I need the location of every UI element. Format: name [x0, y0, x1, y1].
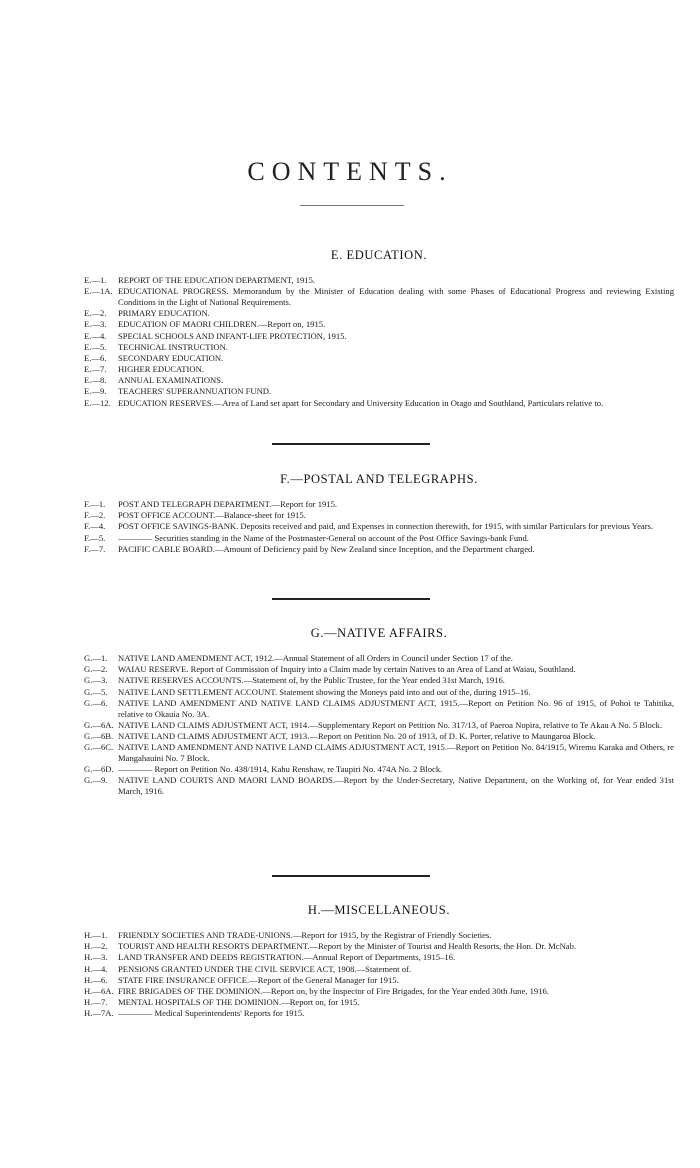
list-item	[84, 319, 674, 330]
paper-code: E.—12.	[84, 397, 111, 408]
list-item	[84, 499, 674, 510]
paper-description: NATIVE LAND AMENDMENT ACT, 1912.—Annual Statement of all Orders in Council under Section 17 of the.	[118, 653, 513, 663]
list-item	[84, 375, 674, 386]
paper-code: F.—4.	[84, 521, 106, 532]
paper-description: NATIVE LAND CLAIMS ADJUSTMENT ACT, 1913.—Report on Petition No. 20 of 1913, of D. K. Porter, relative to Maungaroa Block.	[118, 730, 596, 741]
list-item	[84, 275, 674, 286]
paper-code: E.—2.	[84, 308, 107, 319]
section-heading: F.—POSTAL AND TELEGRAPHS.	[280, 472, 478, 486]
title-rule	[300, 205, 404, 206]
page-title: CONTENTS.	[247, 157, 453, 187]
list-item	[84, 286, 674, 308]
paper-description: EDUCATION OF MAORI CHILDREN.—Report on, 1915.	[118, 319, 326, 330]
paper-description: TOURIST AND HEALTH RESORTS DEPARTMENT.—Report by the Minister of Tourist and Health Resorts, the Hon. Dr. McNab.	[118, 941, 577, 952]
paper-description: LAND TRANSFER AND DEEDS REGISTRATION.—Annual Report of Departments, 1915–16.	[118, 952, 456, 963]
paper-description: REPORT OF THE EDUCATION DEPARTMENT, 1915.	[118, 275, 316, 285]
paper-description: STATE FIRE INSURANCE OFFICE.—Report of the General Manager for 1915.	[118, 974, 399, 985]
paper-code: E.—6.	[84, 352, 107, 363]
paper-description: WAIAU RESERVE. Report of Commission of Inquiry into a Claim made by certain Natives to an Area of Land at Waiau, Southland.	[118, 664, 576, 675]
paper-code: E.—9.	[84, 386, 107, 397]
paper-description: POST OFFICE SAVINGS-BANK. Deposits received and paid, and Expenses in connection therewith, for 1915, with similar Particulars for previous Years.	[118, 521, 654, 532]
paper-description: TEACHERS' SUPERANNUATION FUND.	[118, 386, 272, 397]
paper-code: G.—3.	[84, 675, 108, 686]
list-item	[84, 952, 674, 963]
list-item	[84, 964, 674, 975]
paper-description: MENTAL HOSPITALS OF THE DOMINION.—Report on, for 1915.	[118, 997, 360, 1008]
list-item	[84, 544, 674, 555]
paper-description: PACIFIC CABLE BOARD.—Amount of Deficiency paid by New Zealand since Inception, and the Department charged.	[118, 543, 535, 554]
paper-code: G.—6D.	[84, 764, 114, 775]
paper-code: H.—4.	[84, 963, 108, 974]
paper-description: NATIVE LAND AMENDMENT AND NATIVE LAND CLAIMS ADJUSTMENT ACT, 1915.—Report on Petition No. 84/1915, Wiremu Karaka and Others, re Mangahauini No. 7 Block.	[118, 742, 674, 763]
paper-code: H.—6A.	[84, 985, 114, 996]
paper-code: H.—7A.	[84, 1008, 114, 1019]
list-item	[84, 975, 674, 986]
paper-code: E.—8.	[84, 375, 107, 386]
paper-description: ———— Medical Superintendents' Reports for 1915.	[118, 1008, 305, 1019]
paper-code: G.—6.	[84, 697, 108, 708]
entry-list	[84, 930, 674, 1019]
paper-description: TECHNICAL INSTRUCTION.	[118, 341, 228, 352]
section-education	[84, 248, 674, 409]
paper-description: HIGHER EDUCATION.	[118, 364, 204, 375]
list-item	[84, 930, 674, 941]
list-item	[84, 675, 674, 686]
paper-code: H.—1.	[84, 930, 108, 940]
list-item	[84, 521, 674, 532]
paper-description: ———— Securities standing in the Name of the Postmaster-General on account of the Post Office Savings-bank Fund.	[118, 532, 529, 543]
list-item	[84, 997, 674, 1008]
list-item	[84, 533, 674, 544]
paper-description: PRIMARY EDUCATION.	[118, 308, 210, 319]
paper-description: FIRE BRIGADES OF THE DOMINION.—Report on, by the Inspector of Fire Brigades, for the Year ended 30th June, 1916.	[118, 985, 549, 996]
paper-description: NATIVE LAND CLAIMS ADJUSTMENT ACT, 1914.—Supplementary Report on Petition No. 317/13, of Paeroa Nopira, relative to Te Akau A No. 5 Block.	[118, 719, 663, 730]
list-item	[84, 398, 674, 409]
entry-list	[84, 499, 674, 555]
list-item	[84, 653, 674, 664]
paper-code: H.—6.	[84, 974, 108, 985]
list-item	[84, 308, 674, 319]
list-item	[84, 386, 674, 397]
paper-code: H.—2.	[84, 941, 108, 952]
paper-description: ANNUAL EXAMINATIONS.	[118, 375, 224, 386]
paper-code: H.—7.	[84, 997, 108, 1008]
paper-code: E.—5.	[84, 341, 107, 352]
list-item	[84, 941, 674, 952]
list-item	[84, 1008, 674, 1019]
list-item	[84, 986, 674, 997]
paper-code: F.—2.	[84, 510, 106, 521]
paper-code: G.—6C.	[84, 742, 114, 753]
list-item	[84, 331, 674, 342]
list-item	[84, 742, 674, 764]
paper-code: F.—5.	[84, 532, 106, 543]
list-item	[84, 764, 674, 775]
paper-code: E.—3.	[84, 319, 107, 330]
paper-description: EDUCATION RESERVES.—Area of Land set apart for Secondary and University Education in Otago and Southland, Particulars relative to.	[118, 397, 604, 408]
paper-code: E.—1.	[84, 275, 107, 285]
paper-description: PENSIONS GRANTED UNDER THE CIVIL SERVICE ACT, 1908.—Statement of.	[118, 963, 411, 974]
list-item	[84, 664, 674, 675]
paper-description: NATIVE LAND COURTS AND MAORI LAND BOARDS.—Report by the Under-Secretary, Native Department, on the Working of, for Year ended 31st March, 1916.	[118, 775, 674, 797]
paper-code: H.—3.	[84, 952, 108, 963]
paper-description: NATIVE RESERVES ACCOUNTS.—Statement of, by the Public Trustee, for the Year ended 31st March, 1916.	[118, 675, 505, 686]
paper-description: SECONDARY EDUCATION.	[118, 352, 224, 363]
paper-code: E.—1A.	[84, 286, 113, 297]
paper-code: G.—1.	[84, 653, 108, 663]
list-item	[84, 364, 674, 375]
paper-code: G.—6B.	[84, 730, 114, 741]
list-item	[84, 687, 674, 698]
section-divider	[272, 875, 430, 877]
paper-description: EDUCATIONAL PROGRESS. Memorandum by the Minister of Education dealing with some Phases of Educational Progress and reviewing Existing Conditions in the Light of National Requirements.	[118, 286, 674, 307]
paper-code: E.—4.	[84, 330, 107, 341]
section-divider	[272, 598, 430, 600]
paper-description: NATIVE LAND SETTLEMENT ACCOUNT. Statement showing the Moneys paid into and out of the, during 1915–16.	[118, 686, 531, 697]
paper-code: G.—2.	[84, 664, 108, 675]
paper-code: G.—9.	[84, 775, 108, 786]
section-native-affairs	[84, 626, 674, 797]
entry-list	[84, 653, 674, 797]
entry-list	[84, 275, 674, 408]
paper-description: POST OFFICE ACCOUNT.—Balance-sheet for 1915.	[118, 510, 306, 521]
section-heading: H.—MISCELLANEOUS.	[307, 903, 451, 917]
paper-code: G.—6A.	[84, 719, 114, 730]
paper-code: G.—5.	[84, 686, 108, 697]
list-item	[84, 775, 674, 797]
list-item	[84, 353, 674, 364]
paper-description: FRIENDLY SOCIETIES AND TRADE-UNIONS.—Report for 1915, by the Registrar of Friendly Societies.	[118, 930, 492, 940]
list-item	[84, 731, 674, 742]
list-item	[84, 720, 674, 731]
paper-code: F.—1.	[84, 499, 106, 509]
paper-code: E.—7.	[84, 364, 107, 375]
list-item	[84, 698, 674, 720]
list-item	[84, 510, 674, 521]
paper-description: POST AND TELEGRAPH DEPARTMENT.—Report for 1915.	[118, 499, 338, 509]
paper-description: NATIVE LAND AMENDMENT AND NATIVE LAND CLAIMS ADJUSTMENT ACT, 1915.—Report on Petition No. 96 of 1915, of Pohoi te Tahitika, relative to Okauia No. 3A.	[118, 697, 674, 719]
list-item	[84, 342, 674, 353]
section-heading: G.—NATIVE AFFAIRS.	[310, 626, 448, 640]
section-heading: E. EDUCATION.	[330, 248, 428, 262]
paper-description: ———— Report on Petition No. 438/1914, Kahu Renshaw, re Taupiri No. 474A No. 2 Block.	[118, 764, 443, 775]
section-miscellaneous	[84, 903, 674, 1020]
paper-code: F.—7.	[84, 543, 106, 554]
section-divider	[272, 443, 430, 445]
section-postal-telegraphs	[84, 472, 674, 555]
paper-description: SPECIAL SCHOOLS AND INFANT-LIFE PROTECTION, 1915.	[118, 330, 347, 341]
